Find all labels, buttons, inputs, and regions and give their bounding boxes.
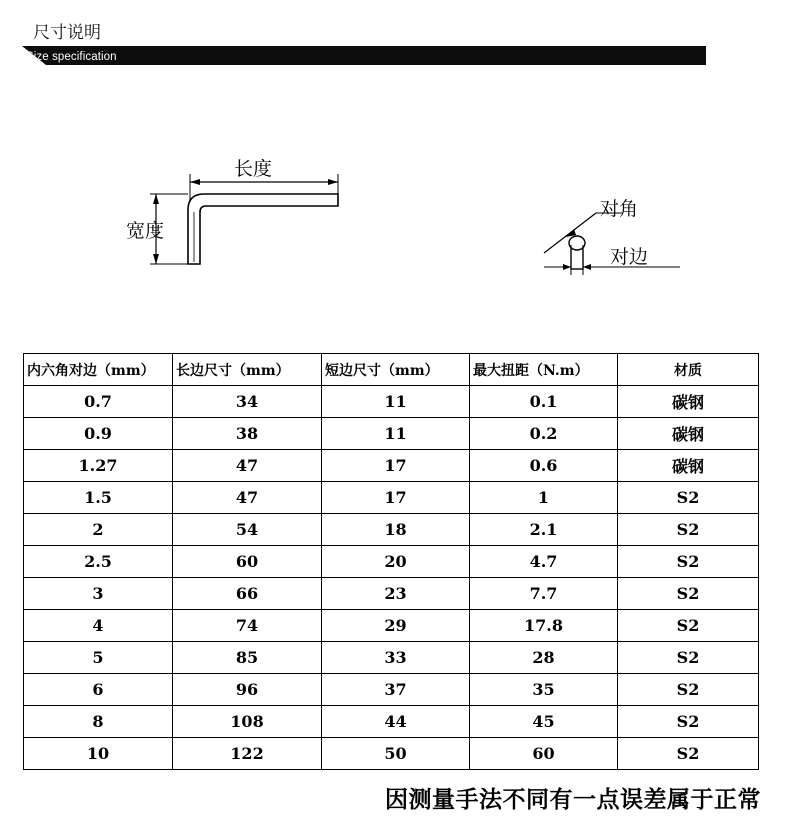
cell-hex-flat: 6 bbox=[24, 674, 173, 706]
cell-long-side: 74 bbox=[173, 610, 322, 642]
cell-short-side: 11 bbox=[322, 386, 470, 418]
cell-hex-flat: 4 bbox=[24, 610, 173, 642]
flat-label: 对边 bbox=[610, 246, 649, 268]
cell-max-torque: 35 bbox=[470, 674, 618, 706]
cell-max-torque: 4.7 bbox=[470, 546, 618, 578]
cell-material: 碳钢 bbox=[618, 386, 759, 418]
column-header-material: 材质 bbox=[618, 354, 759, 386]
cell-hex-flat: 2.5 bbox=[24, 546, 173, 578]
table-row bbox=[24, 386, 759, 418]
cell-hex-flat: 1.27 bbox=[24, 450, 173, 482]
cell-max-torque: 0.2 bbox=[470, 418, 618, 450]
cell-max-torque: 17.8 bbox=[470, 610, 618, 642]
column-header-max-torque: 最大扭距（N.m） bbox=[470, 354, 618, 386]
cell-hex-flat: 5 bbox=[24, 642, 173, 674]
cell-material: S2 bbox=[618, 738, 759, 770]
section-subtitle: Size specification bbox=[26, 51, 117, 63]
cell-short-side: 44 bbox=[322, 706, 470, 738]
cell-max-torque: 1 bbox=[470, 482, 618, 514]
cell-long-side: 47 bbox=[173, 450, 322, 482]
column-header-short-side: 短边尺寸（mm） bbox=[322, 354, 470, 386]
diagonal-label: 对角 bbox=[600, 198, 639, 220]
cell-material: S2 bbox=[618, 642, 759, 674]
cell-short-side: 11 bbox=[322, 418, 470, 450]
cell-short-side: 50 bbox=[322, 738, 470, 770]
cell-hex-flat: 0.9 bbox=[24, 418, 173, 450]
cell-long-side: 66 bbox=[173, 578, 322, 610]
cell-long-side: 96 bbox=[173, 674, 322, 706]
section-title-bar bbox=[22, 46, 706, 65]
cell-short-side: 20 bbox=[322, 546, 470, 578]
cell-long-side: 122 bbox=[173, 738, 322, 770]
cell-material: S2 bbox=[618, 514, 759, 546]
cell-max-torque: 0.6 bbox=[470, 450, 618, 482]
cell-long-side: 47 bbox=[173, 482, 322, 514]
measurement-error-note: 因测量手法不同有一点误差属于正常 bbox=[385, 787, 761, 813]
table-row bbox=[24, 642, 759, 674]
table-row bbox=[24, 674, 759, 706]
cell-material: 碳钢 bbox=[618, 450, 759, 482]
cell-short-side: 29 bbox=[322, 610, 470, 642]
cell-short-side: 37 bbox=[322, 674, 470, 706]
table-row bbox=[24, 450, 759, 482]
table-row bbox=[24, 514, 759, 546]
cell-hex-flat: 0.7 bbox=[24, 386, 173, 418]
cell-material: S2 bbox=[618, 610, 759, 642]
cell-max-torque: 45 bbox=[470, 706, 618, 738]
cell-short-side: 17 bbox=[322, 450, 470, 482]
table-row bbox=[24, 578, 759, 610]
cell-hex-flat: 10 bbox=[24, 738, 173, 770]
cell-long-side: 60 bbox=[173, 546, 322, 578]
table-row bbox=[24, 610, 759, 642]
cell-hex-flat: 3 bbox=[24, 578, 173, 610]
column-header-long-side: 长边尺寸（mm） bbox=[173, 354, 322, 386]
table-header-row bbox=[24, 354, 759, 386]
table-row bbox=[24, 482, 759, 514]
column-header-hex-flat: 内六角对边（mm） bbox=[24, 354, 173, 386]
cell-material: 碳钢 bbox=[618, 418, 759, 450]
cell-short-side: 17 bbox=[322, 482, 470, 514]
length-label: 长度 bbox=[234, 158, 273, 180]
width-label: 宽度 bbox=[126, 220, 165, 242]
table-row bbox=[24, 546, 759, 578]
cell-max-torque: 0.1 bbox=[470, 386, 618, 418]
table-row bbox=[24, 706, 759, 738]
cell-material: S2 bbox=[618, 546, 759, 578]
cell-long-side: 54 bbox=[173, 514, 322, 546]
cell-long-side: 38 bbox=[173, 418, 322, 450]
cell-material: S2 bbox=[618, 482, 759, 514]
cell-long-side: 34 bbox=[173, 386, 322, 418]
cell-hex-flat: 1.5 bbox=[24, 482, 173, 514]
table-row bbox=[24, 418, 759, 450]
cell-long-side: 108 bbox=[173, 706, 322, 738]
section-title: 尺寸说明 bbox=[33, 23, 101, 43]
cell-material: S2 bbox=[618, 578, 759, 610]
size-spec-table bbox=[23, 353, 759, 770]
cell-hex-flat: 8 bbox=[24, 706, 173, 738]
cell-max-torque: 7.7 bbox=[470, 578, 618, 610]
cell-short-side: 18 bbox=[322, 514, 470, 546]
cell-short-side: 33 bbox=[322, 642, 470, 674]
cell-material: S2 bbox=[618, 674, 759, 706]
cell-max-torque: 60 bbox=[470, 738, 618, 770]
cell-long-side: 85 bbox=[173, 642, 322, 674]
cell-short-side: 23 bbox=[322, 578, 470, 610]
cell-hex-flat: 2 bbox=[24, 514, 173, 546]
table-row bbox=[24, 738, 759, 770]
cell-material: S2 bbox=[618, 706, 759, 738]
cell-max-torque: 28 bbox=[470, 642, 618, 674]
cell-max-torque: 2.1 bbox=[470, 514, 618, 546]
